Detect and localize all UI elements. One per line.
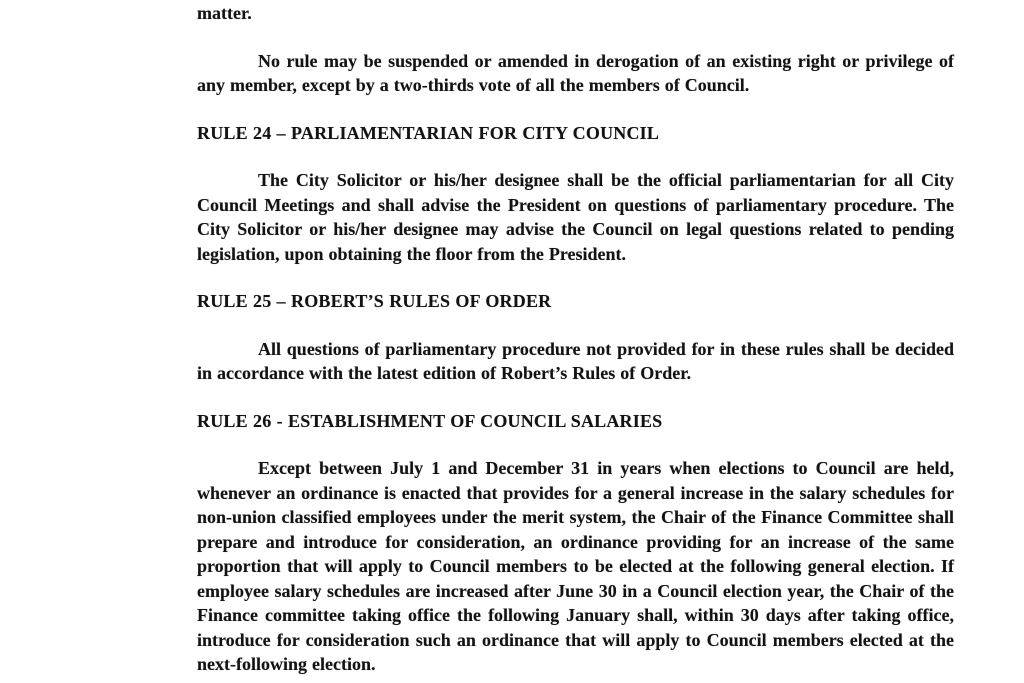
rule-heading: RULE 24 – PARLIAMENTARIAN FOR CITY COUNCIL	[197, 122, 660, 143]
body-paragraph: All questions of parliamentary procedure not provided for in these rules shall be decided in accordance with the latest edition of Robert’s Rules of Order.	[197, 338, 954, 383]
body-paragraph: The City Solicitor or his/her designee shall be the official parliamentarian for all City Council Meetings and shall advise the President on questions of parliamentary procedure. The City Solicitor or his/her designee may advise the Council on legal questions related to pending legislation, upon obtaining the floor from the President.	[197, 170, 954, 264]
body-paragraph: Except between July 1 and December 31 in years when elections to Council are held, whenever an ordinance is enacted that provides for a general increase in the salary schedules for non-union classified employees under the merit system, the Chair of the Finance Committee shall prepare and introduce for consideration, an ordinance providing for an increase of the same proportion that will apply to Council members to be elected at the following general election. If employee salary schedules are increased after June 30 in a Council election year, the Chair of the Finance committee taking office the following January shall, within 30 days after taking office, introduce for consideration such an ordinance that will apply to Council members elected at the next-following election.	[197, 458, 954, 674]
rule-heading: RULE 25 – ROBERT’S RULES OF ORDER	[197, 291, 552, 311]
rule-heading: RULE 26 - ESTABLISHMENT OF COUNCIL SALARIES	[197, 410, 663, 431]
body-paragraph: matter.	[197, 3, 252, 23]
body-paragraph: No rule may be suspended or amended in derogation of an existing right or privilege of any member, except by a two-thirds vote of all the members of Council.	[197, 50, 954, 95]
document-content	[197, 1, 954, 683]
